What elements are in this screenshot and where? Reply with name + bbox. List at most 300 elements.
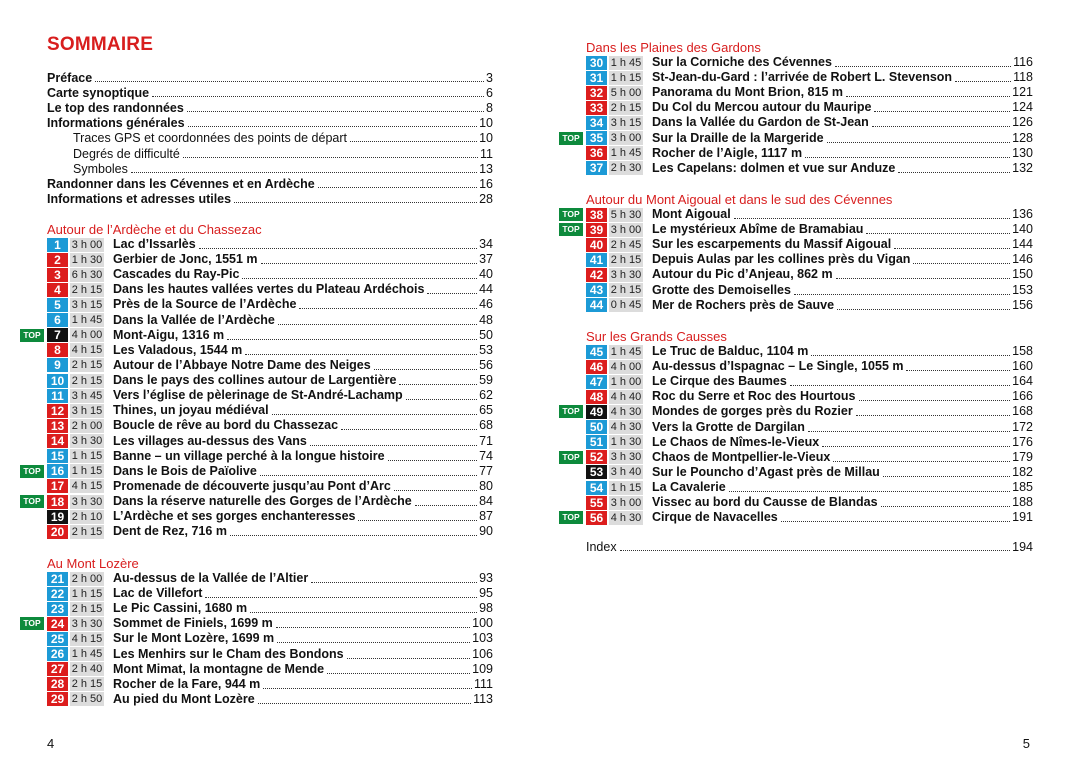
page-ref: 53 — [479, 342, 493, 357]
route-entry[interactable] — [586, 374, 1033, 389]
route-entry[interactable] — [586, 495, 1033, 510]
route-number-badge: 42 — [586, 268, 607, 282]
dot-leader — [258, 703, 471, 704]
page-ref: 8 — [486, 101, 493, 116]
page-ref: 109 — [472, 661, 493, 676]
route-title: Chaos de Montpellier-le-Vieux — [652, 449, 831, 464]
route-title: Dent de Rez, 716 m — [113, 524, 227, 539]
page-ref: 136 — [1012, 207, 1033, 221]
duration-badge: 2 h 40 — [71, 663, 103, 676]
entry-label: Randonner dans les Cévennes et en Ardèche — [47, 176, 315, 191]
route-number-badge: 24 — [47, 617, 68, 631]
route-number-badge: 5 — [47, 298, 68, 312]
dot-leader — [347, 658, 471, 659]
top-badge: TOP — [559, 132, 583, 145]
duration-badge: 1 h 15 — [71, 465, 103, 478]
page-ref: 194 — [1012, 540, 1033, 554]
dot-leader — [261, 263, 478, 264]
duration-badge: 4 h 00 — [610, 360, 642, 373]
duration-badge: 3 h 30 — [610, 451, 642, 464]
route-title: Mont Aigoual — [652, 207, 731, 221]
duration-badge: 3 h 30 — [610, 268, 642, 281]
duration-badge: 3 h 15 — [71, 404, 103, 417]
route-title: Dans la réserve naturelle des Gorges de l’Ardèche — [113, 494, 412, 509]
route-entry[interactable] — [47, 647, 493, 662]
page-ref: 124 — [1012, 100, 1033, 115]
route-entry[interactable] — [47, 434, 493, 449]
route-title: Le Pic Cassini, 1680 m — [113, 601, 248, 616]
route-entry[interactable] — [562, 449, 1033, 465]
page-ref: 37 — [479, 252, 493, 267]
page-ref: 182 — [1012, 464, 1033, 479]
route-entry[interactable] — [47, 692, 493, 707]
top-badge: TOP — [559, 208, 583, 221]
page-ref: 40 — [479, 267, 493, 282]
dot-leader — [881, 506, 1011, 507]
duration-badge: 1 h 45 — [71, 314, 103, 327]
route-number-badge: 14 — [47, 434, 68, 448]
page-ref: 59 — [479, 373, 493, 388]
page-ref: 168 — [1012, 404, 1033, 419]
route-title: Promenade de découverte jusqu’au Pont d’Arc — [113, 478, 391, 493]
front-matter-entry[interactable] — [47, 86, 493, 101]
route-number-badge: 2 — [47, 253, 68, 267]
page-number-right: 5 — [1022, 736, 1030, 751]
dot-leader — [242, 278, 477, 279]
duration-badge: 4 h 30 — [610, 511, 642, 524]
duration-badge: 3 h 45 — [71, 389, 103, 402]
dot-leader — [837, 309, 1010, 310]
dot-leader — [394, 490, 477, 491]
page-ref: 160 — [1012, 359, 1033, 374]
route-entry[interactable] — [47, 313, 493, 328]
route-entry[interactable] — [586, 283, 1033, 298]
page-ref: 71 — [479, 433, 493, 448]
route-entry[interactable] — [47, 358, 493, 373]
route-title: Lac de Villefort — [113, 586, 203, 601]
dot-leader — [187, 111, 484, 112]
dot-leader — [811, 355, 1010, 356]
route-entry[interactable] — [562, 130, 1033, 146]
front-matter-entry[interactable] — [47, 162, 493, 177]
front-matter-entry[interactable] — [47, 71, 493, 86]
duration-badge: 2 h 00 — [71, 419, 103, 432]
top-badge: TOP — [559, 511, 583, 524]
route-entry[interactable] — [47, 677, 493, 692]
route-title: St-Jean-du-Gard : l’arrivée de Robert L. Stevenson — [652, 70, 953, 85]
route-entry[interactable] — [47, 388, 493, 403]
route-title: Sur le Pouncho d’Agast près de Millau — [652, 464, 880, 479]
dot-leader — [188, 126, 478, 127]
page-ref: 56 — [479, 357, 493, 372]
page-ref: 121 — [1012, 85, 1033, 100]
dot-leader — [227, 339, 477, 340]
route-number-badge: 4 — [47, 283, 68, 297]
section-heading: Autour du Mont Aigoual et dans le sud des Cévennes — [586, 192, 893, 207]
route-entry[interactable] — [586, 359, 1033, 374]
route-entry[interactable] — [47, 509, 493, 524]
duration-badge: 3 h 30 — [71, 617, 103, 630]
page-ref: 116 — [1013, 55, 1033, 69]
route-entry[interactable] — [23, 463, 493, 479]
route-title: Le Truc de Balduc, 1104 m — [652, 344, 809, 358]
front-matter-entry[interactable] — [47, 177, 493, 192]
dot-leader — [399, 384, 477, 385]
route-number-badge: 22 — [47, 587, 68, 601]
route-entry[interactable] — [47, 267, 493, 282]
dot-leader — [276, 627, 470, 628]
dot-leader — [729, 491, 1010, 492]
page-number-left: 4 — [47, 736, 55, 751]
route-entry[interactable] — [586, 389, 1033, 404]
duration-badge: 2 h 15 — [71, 525, 103, 538]
duration-badge: 1 h 45 — [71, 648, 103, 661]
page-ref: 179 — [1012, 449, 1033, 464]
route-number-badge: 27 — [47, 662, 68, 676]
route-number-badge: 23 — [47, 602, 68, 616]
route-title: Les Menhirs sur le Cham des Bondons — [113, 646, 344, 661]
route-entry[interactable] — [586, 55, 1033, 70]
route-number-badge: 51 — [586, 435, 607, 449]
route-entry[interactable] — [47, 282, 493, 297]
entry-label: Degrés de difficulté — [73, 146, 180, 161]
page-ref: 185 — [1012, 480, 1033, 495]
dot-leader — [277, 642, 470, 643]
route-title: Cascades du Ray-Pic — [113, 267, 240, 282]
route-title: Boucle de rêve au bord du Chassezac — [113, 418, 339, 433]
dot-leader — [794, 294, 1010, 295]
page-ref: 150 — [1012, 267, 1033, 282]
route-entry[interactable] — [47, 586, 493, 601]
dot-leader — [955, 81, 1011, 82]
route-title: Roc du Serre et Roc des Hourtous — [652, 389, 856, 404]
duration-badge: 4 h 40 — [610, 390, 642, 403]
route-entry[interactable] — [586, 115, 1033, 130]
dot-leader — [341, 429, 477, 430]
top-badge: TOP — [20, 495, 44, 508]
route-entry[interactable] — [47, 297, 493, 312]
entry-label: Symboles — [73, 161, 128, 176]
route-title: Les villages au-dessus des Vans — [113, 433, 307, 448]
front-matter-entry[interactable] — [47, 147, 493, 162]
route-title: Panorama du Mont Brion, 815 m — [652, 85, 844, 100]
dot-leader — [230, 535, 477, 536]
top-badge: TOP — [559, 223, 583, 236]
route-entry[interactable] — [23, 494, 493, 509]
page-ref: 126 — [1012, 115, 1033, 130]
route-number-badge: 41 — [586, 253, 607, 267]
duration-badge: 5 h 30 — [610, 208, 642, 221]
route-entry[interactable] — [562, 404, 1033, 419]
route-number-badge: 20 — [47, 525, 68, 539]
route-entry[interactable] — [47, 571, 493, 586]
page-ref: 106 — [472, 646, 493, 661]
route-entry[interactable] — [586, 420, 1033, 435]
page-ref: 10 — [479, 116, 493, 131]
route-number-badge: 12 — [47, 404, 68, 418]
route-entry[interactable] — [586, 344, 1033, 359]
dot-leader — [781, 521, 1010, 522]
page-ref: 10 — [479, 131, 493, 146]
page-ref: 164 — [1012, 374, 1033, 389]
route-entry[interactable] — [47, 373, 493, 388]
duration-badge: 2 h 50 — [71, 693, 103, 706]
route-entry[interactable] — [586, 100, 1033, 115]
route-entry[interactable] — [47, 403, 493, 418]
duration-badge: 3 h 00 — [71, 238, 103, 251]
route-title: Banne – un village perché à la longue histoire — [113, 448, 385, 463]
route-number-badge: 54 — [586, 481, 607, 495]
route-title: Dans les hautes vallées vertes du Plateau Ardéchois — [113, 282, 425, 297]
route-entry[interactable] — [47, 343, 493, 358]
entry-label: Traces GPS et coordonnées des points de départ — [73, 131, 348, 146]
route-title: Vissec au bord du Causse de Blandas — [652, 495, 878, 510]
dot-leader — [913, 263, 1010, 264]
dot-leader — [183, 157, 478, 158]
route-number-badge: 16 — [47, 464, 68, 478]
page-ref: 146 — [1012, 252, 1033, 267]
dot-leader — [835, 66, 1011, 67]
page-ref: 153 — [1012, 282, 1033, 297]
duration-badge: 3 h 30 — [71, 435, 103, 448]
page-ref: 65 — [479, 403, 493, 418]
route-number-badge: 31 — [586, 71, 607, 85]
dot-leader — [263, 688, 472, 689]
dot-leader — [856, 415, 1010, 416]
route-number-badge: 49 — [586, 405, 607, 419]
route-entry[interactable] — [23, 327, 493, 343]
entry-label: Informations générales — [47, 116, 185, 131]
route-number-badge: 34 — [586, 116, 607, 130]
route-title: Rocher de l’Aigle, 1117 m — [652, 145, 803, 160]
route-title: Mont-Aigu, 1316 m — [113, 327, 225, 342]
route-title: Autour de l’Abbaye Notre Dame des Neiges — [113, 357, 371, 372]
dot-leader — [836, 278, 1011, 279]
section-heading: Sur les Grands Causses — [586, 329, 727, 344]
duration-badge: 1 h 30 — [610, 436, 642, 449]
page-ref: 90 — [479, 524, 493, 539]
page-title: SOMMAIRE — [47, 34, 154, 55]
page-ref: 130 — [1012, 145, 1033, 160]
dot-leader — [866, 233, 1010, 234]
route-title: Sur le Mont Lozère, 1699 m — [113, 631, 275, 646]
page-ref: 62 — [479, 388, 493, 403]
route-number-badge: 39 — [586, 223, 607, 237]
duration-badge: 2 h 15 — [71, 374, 103, 387]
top-badge: TOP — [559, 405, 583, 418]
route-title: Vers la Grotte de Dargilan — [652, 419, 805, 434]
route-entry[interactable] — [47, 631, 493, 646]
front-matter-entry[interactable] — [47, 116, 493, 131]
dot-leader — [808, 431, 1010, 432]
page-ref: 95 — [479, 586, 493, 601]
route-entry[interactable] — [586, 435, 1033, 450]
route-number-badge: 1 — [47, 238, 68, 252]
dot-leader — [278, 324, 477, 325]
route-title: Du Col du Mercou autour du Mauripe — [652, 100, 872, 115]
route-entry[interactable] — [586, 252, 1033, 267]
route-entry[interactable] — [47, 524, 493, 539]
route-title: Au pied du Mont Lozère — [113, 691, 255, 706]
page-ref: 3 — [486, 71, 493, 85]
dot-leader — [199, 248, 477, 249]
page-ref: 28 — [479, 191, 493, 206]
duration-badge: 1 h 45 — [610, 147, 642, 160]
duration-badge: 3 h 00 — [610, 223, 642, 236]
dot-leader — [846, 96, 1010, 97]
front-matter-entry[interactable] — [47, 131, 493, 146]
entry-label: Informations et adresses utiles — [47, 191, 232, 206]
route-title: Les Valadous, 1544 m — [113, 342, 243, 357]
route-entry[interactable] — [47, 237, 493, 252]
dot-leader — [620, 550, 1011, 551]
page-ref: 158 — [1012, 344, 1033, 358]
dot-leader — [318, 187, 477, 188]
route-title: Mondes de gorges près du Rozier — [652, 404, 853, 419]
duration-badge: 4 h 30 — [610, 405, 642, 418]
route-entry[interactable] — [47, 601, 493, 616]
front-matter-entry[interactable] — [47, 101, 493, 116]
page-ref: 100 — [472, 616, 493, 631]
route-title: Mont Mimat, la montagne de Mende — [113, 661, 325, 676]
route-title: La Cavalerie — [652, 480, 726, 495]
dot-leader — [406, 399, 477, 400]
route-title: Sur les escarpements du Massif Aigoual — [652, 237, 892, 252]
route-entry[interactable] — [47, 662, 493, 677]
route-number-badge: 52 — [586, 450, 607, 464]
page-ref: 98 — [479, 601, 493, 616]
route-number-badge: 9 — [47, 358, 68, 372]
duration-badge: 4 h 15 — [71, 344, 103, 357]
page-ref: 44 — [479, 282, 493, 297]
page-ref: 48 — [479, 312, 493, 327]
route-entry[interactable] — [47, 479, 493, 494]
route-title: Les Capelans: dolmen et vue sur Anduze — [652, 160, 896, 175]
front-matter-entry[interactable] — [47, 192, 493, 207]
route-title: Sommet de Finiels, 1699 m — [113, 616, 273, 631]
route-entry[interactable] — [23, 616, 493, 631]
top-badge: TOP — [559, 451, 583, 464]
route-entry[interactable] — [586, 465, 1033, 480]
page-ref: 93 — [479, 571, 493, 585]
duration-badge: 2 h 30 — [610, 162, 642, 175]
route-number-badge: 36 — [586, 146, 607, 160]
dot-leader — [205, 597, 477, 598]
entry-label: Carte synoptique — [47, 86, 150, 101]
page-ref: 140 — [1012, 222, 1033, 237]
page-ref: 11 — [480, 146, 493, 161]
dot-leader — [260, 475, 477, 476]
page-ref: 80 — [479, 478, 493, 493]
page-ref: 172 — [1012, 419, 1033, 434]
route-number-badge: 30 — [586, 56, 607, 70]
duration-badge: 1 h 00 — [610, 375, 642, 388]
route-title: Depuis Aulas par les collines près du Vigan — [652, 252, 911, 267]
index-label: Index — [586, 540, 617, 554]
route-number-badge: 55 — [586, 496, 607, 510]
duration-badge: 3 h 15 — [610, 116, 642, 129]
route-entry[interactable] — [586, 480, 1033, 495]
route-title: Au-dessus d’Ispagnac – Le Single, 1055 m — [652, 359, 904, 374]
section-heading: Autour de l’Ardèche et du Chassezac — [47, 222, 262, 237]
dot-leader — [250, 612, 477, 613]
route-title: Près de la Source de l’Ardèche — [113, 297, 297, 312]
dot-leader — [734, 218, 1010, 219]
route-entry[interactable] — [586, 146, 1033, 161]
duration-badge: 1 h 15 — [71, 450, 103, 463]
duration-badge: 5 h 00 — [610, 86, 642, 99]
route-entry[interactable] — [586, 267, 1033, 282]
route-number-badge: 38 — [586, 208, 607, 222]
page-ref: 34 — [479, 237, 493, 251]
page-ref: 13 — [479, 161, 493, 176]
duration-badge: 3 h 00 — [610, 496, 642, 509]
dot-leader — [833, 461, 1010, 462]
route-number-badge: 48 — [586, 390, 607, 404]
duration-badge: 1 h 15 — [610, 481, 642, 494]
route-entry[interactable] — [47, 449, 493, 464]
route-entry[interactable] — [586, 85, 1033, 100]
duration-badge: 0 h 45 — [610, 299, 642, 312]
route-entry[interactable] — [586, 237, 1033, 252]
dot-leader — [427, 293, 477, 294]
route-title: Dans le Bois de Païolive — [113, 463, 257, 478]
index-entry[interactable] — [586, 540, 1033, 555]
dot-leader — [906, 370, 1010, 371]
duration-badge: 1 h 15 — [71, 587, 103, 600]
route-number-badge: 17 — [47, 479, 68, 493]
route-title: Au-dessus de la Vallée de l’Altier — [113, 571, 309, 585]
page-ref: 132 — [1012, 160, 1033, 175]
route-title: Gerbier de Jonc, 1551 m — [113, 252, 258, 267]
route-number-badge: 19 — [47, 510, 68, 524]
route-title: Grotte des Demoiselles — [652, 282, 791, 297]
route-title: Rocher de la Fare, 944 m — [113, 676, 261, 691]
route-number-badge: 7 — [47, 328, 68, 342]
route-title: Sur la Corniche des Cévennes — [652, 55, 832, 69]
route-number-badge: 47 — [586, 375, 607, 389]
route-title: Le Chaos de Nîmes-le-Vieux — [652, 434, 820, 449]
route-entry[interactable] — [47, 252, 493, 267]
route-number-badge: 11 — [47, 389, 68, 403]
duration-badge: 2 h 15 — [71, 359, 103, 372]
page-ref: 128 — [1012, 130, 1033, 145]
dot-leader — [827, 142, 1011, 143]
route-title: Cirque de Navacelles — [652, 510, 778, 525]
dot-leader — [327, 673, 470, 674]
dot-leader — [805, 157, 1010, 158]
dot-leader — [859, 400, 1011, 401]
route-entry[interactable] — [586, 161, 1033, 176]
duration-badge: 2 h 15 — [610, 253, 642, 266]
page-ref: 144 — [1012, 237, 1033, 252]
page-ref: 46 — [479, 297, 493, 312]
route-entry[interactable] — [562, 207, 1033, 222]
route-entry[interactable] — [586, 70, 1033, 85]
route-entry[interactable] — [562, 510, 1033, 525]
duration-badge: 4 h 15 — [71, 632, 103, 645]
route-entry[interactable] — [47, 418, 493, 433]
page-ref: 118 — [1013, 70, 1033, 85]
route-number-badge: 53 — [586, 465, 607, 479]
page-ref: 77 — [479, 463, 493, 478]
page-ref: 68 — [479, 418, 493, 433]
route-entry[interactable] — [586, 298, 1033, 313]
route-entry[interactable] — [562, 222, 1033, 237]
route-number-badge: 10 — [47, 374, 68, 388]
top-badge: TOP — [20, 617, 44, 630]
route-title: Dans la Vallée de l’Ardèche — [113, 312, 275, 327]
